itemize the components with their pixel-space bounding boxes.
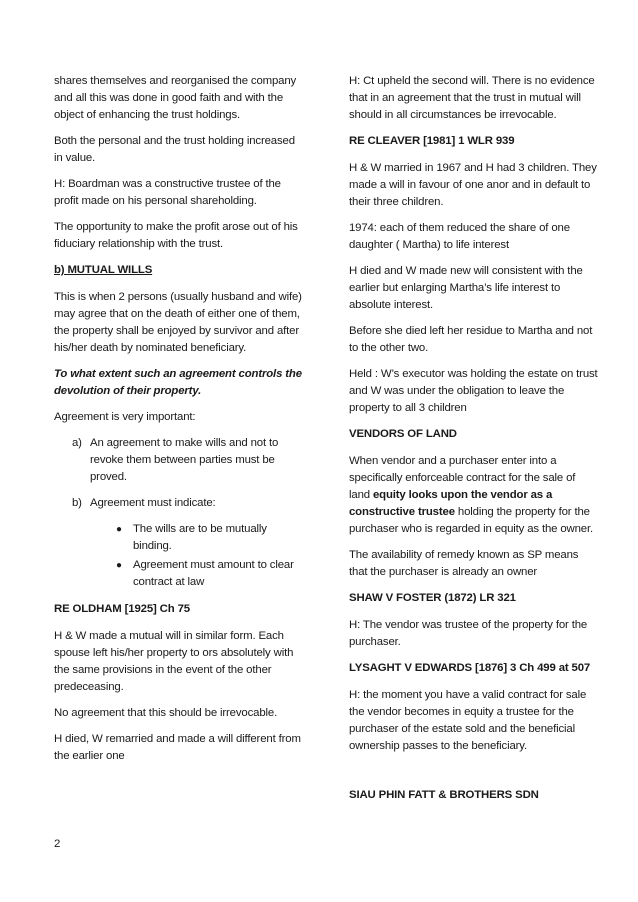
case-heading-siau: SIAU PHIN FATT & BROTHERS SDN xyxy=(349,789,539,801)
paragraph: Agreement is very important: xyxy=(54,411,196,423)
left-column xyxy=(54,73,306,774)
section-heading-vendors: VENDORS OF LAND xyxy=(349,428,457,440)
paragraph: Both the personal and the trust holding increased in value. xyxy=(54,135,295,164)
bullet-item xyxy=(54,557,306,591)
paragraph: shares themselves and reorganised the company and all this was done in good faith and with the object of enhancing the trust holdings. xyxy=(54,75,297,121)
paragraph: Before she died left her residue to Martha and not to the other two. xyxy=(349,325,593,354)
paragraph: H & W married in 1967 and H had 3 children. They made a will in favour of one anor and in default to their three children. xyxy=(349,162,597,208)
paragraph: H: The vendor was trustee of the property for the purchaser. xyxy=(349,619,588,648)
paragraph: H died, W remarried and made a will different from the earlier one xyxy=(54,733,301,762)
list-item xyxy=(54,495,306,512)
paragraph: No agreement that this should be irrevocable. xyxy=(54,707,278,719)
list-item-text: Agreement must indicate: xyxy=(90,497,216,509)
paragraph: H: Ct upheld the second will. There is no evidence that in an agreement that the trust in mutual will should in all circumstances be irrevocable. xyxy=(349,75,595,121)
paragraph: The availability of remedy known as SP means that the purchaser is already an owner xyxy=(349,549,579,578)
paragraph: H died and W made new will consistent with the earlier but enlarging Martha’s life interest to absolute interest. xyxy=(349,265,583,311)
bold-text-run: equity looks upon the vendor as a constructive trustee xyxy=(349,489,553,518)
list-item xyxy=(54,435,306,486)
bullet-icon: ● xyxy=(116,560,122,571)
case-heading-shaw: SHAW V FOSTER (1872) LR 321 xyxy=(349,592,516,604)
list-item-text: An agreement to make wills and not to revoke them between parties must be proved. xyxy=(90,437,279,483)
paragraph: 1974: each of them reduced the share of one daughter ( Martha) to life interest xyxy=(349,222,570,251)
paragraph xyxy=(349,453,599,538)
paragraph: Held : W’s executor was holding the estate on trust and W was under the obligation to leave the property to all 3 children xyxy=(349,368,598,414)
case-heading-lysaght: LYSAGHT V EDWARDS [1876] 3 Ch 499 at 507 xyxy=(349,662,591,674)
list-marker: a) xyxy=(72,437,82,449)
paragraph: The opportunity to make the profit arose out of his fiduciary relationship with the trust. xyxy=(54,221,298,250)
italic-question: To what extent such an agreement controls the devolution of their property. xyxy=(54,368,302,397)
case-heading-oldham: RE OLDHAM [1925] Ch 75 xyxy=(54,603,190,615)
page-number: 2 xyxy=(54,838,61,850)
list-marker: b) xyxy=(72,497,82,509)
bullet-item xyxy=(54,521,306,555)
paragraph: H: Boardman was a constructive trustee of the profit made on his personal shareholding. xyxy=(54,178,281,207)
case-heading-cleaver: RE CLEAVER [1981] 1 WLR 939 xyxy=(349,135,515,147)
section-heading-mutual-wills: b) MUTUAL WILLS xyxy=(54,264,153,276)
paragraph: H: the moment you have a valid contract for sale the vendor becomes in equity a trustee for the purchaser of the estate sold and the beneficial ownership passes to the beneficiary. xyxy=(349,689,587,752)
bullet-icon: ● xyxy=(116,524,122,535)
bullet-list xyxy=(54,521,306,591)
text-run: holding the property for the purchaser who is regarded in equity as the owner. xyxy=(349,506,594,535)
paragraph: H & W made a mutual will in similar form. Each spouse left his/her property to ors absolutely with the same provisions in the event of the other predeceasing. xyxy=(54,630,294,693)
bullet-text: The wills are to be mutually binding. xyxy=(133,523,267,552)
text-run: When vendor and a purchaser enter into a specifically enforceable contract for the sale of land xyxy=(349,455,576,501)
right-column xyxy=(349,73,599,814)
paragraph: This is when 2 persons (usually husband and wife) may agree that on the death of either one of them, the property shall be enjoyed by survivor and after his/her death by nominated beneficiary. xyxy=(54,291,302,354)
bullet-text: Agreement must amount to clear contract at law xyxy=(133,559,294,588)
